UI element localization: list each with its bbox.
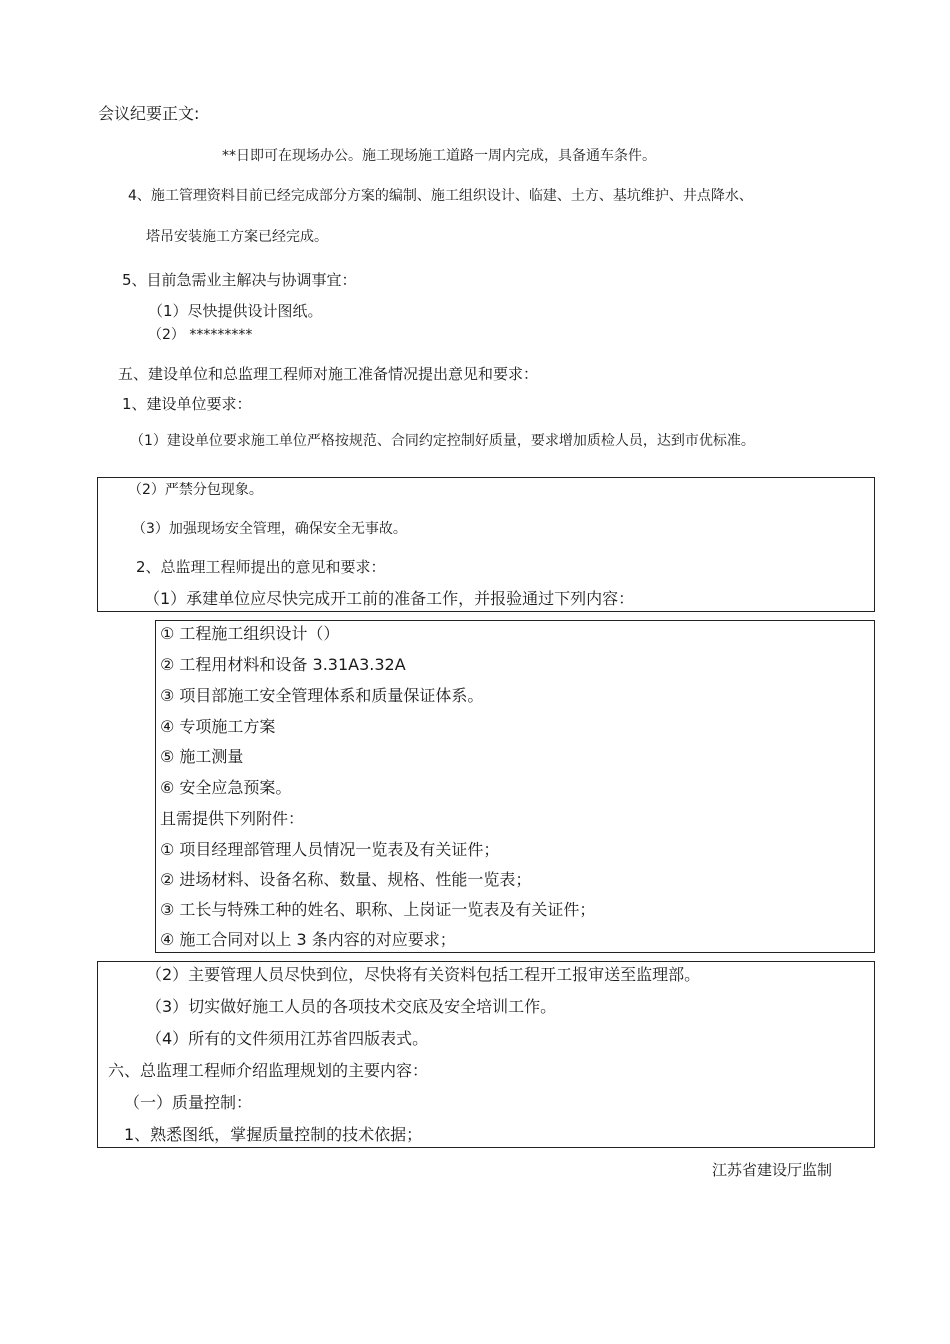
attachments-heading: 且需提供下列附件：: [160, 809, 305, 828]
attachment-item: ④ 施工合同对以上 3 条内容的对应要求；: [160, 930, 456, 949]
section-5-sup-3: （3）切实做好施工人员的各项技术交底及安全培训工作。: [146, 997, 557, 1016]
intro-line-5: 5、目前急需业主解决与协调事宜：: [122, 271, 357, 289]
section-6-sub-1: （一）质量控制：: [124, 1093, 253, 1112]
section-6-item-1: 1、熟悉图纸，掌握质量控制的技术依据；: [124, 1125, 423, 1144]
section-5-sup-1: （1）承建单位应尽快完成开工前的准备工作，并报验通过下列内容：: [144, 589, 635, 608]
section-5-req-3: （3）加强现场安全管理，确保安全无事故。: [132, 521, 407, 537]
section-5-req-2: （2）严禁分包现象。: [128, 482, 263, 498]
section-5-sup-4: （4）所有的文件须用江苏省四版表式。: [146, 1029, 429, 1048]
intro-line-1: **日即可在现场办公。施工现场施工道路一周内完成，具备通车条件。: [222, 148, 656, 164]
checklist-item: ④ 专项施工方案: [160, 717, 276, 736]
checklist-item: ⑤ 施工测量: [160, 747, 244, 766]
checklist-item: ① 工程施工组织设计（）: [160, 624, 340, 643]
intro-line-4b: 塔吊安装施工方案已经完成。: [146, 229, 328, 245]
document-title: 会议纪要正文:: [98, 104, 200, 123]
checklist-item: ③ 项目部施工安全管理体系和质量保证体系。: [160, 686, 484, 705]
section-5-sup-2: （2）主要管理人员尽快到位，尽快将有关资料包括工程开工报审送至监理部。: [146, 965, 701, 984]
intro-line-4a: 4、施工管理资料目前已经完成部分方案的编制、施工组织设计、临建、土方、基坑维护、井点降水、: [128, 188, 753, 204]
section-6-box: [97, 961, 875, 1148]
section-5-sub-2: 2、总监理工程师提出的意见和要求：: [136, 558, 386, 576]
checklist-item: ② 工程用材料和设备 3.31A3.32A: [160, 655, 406, 674]
attachment-item: ② 进场材料、设备名称、数量、规格、性能一览表；: [160, 870, 532, 889]
attachment-item: ① 项目经理部管理人员情况一览表及有关证件；: [160, 840, 500, 859]
footer-supervisor: 江苏省建设厅监制: [712, 1161, 833, 1179]
section-5-sub-1: 1、建设单位要求：: [122, 395, 252, 413]
section-6-heading: 六、总监理工程师介绍监理规划的主要内容：: [108, 1061, 429, 1080]
intro-item-5-1: （1）尽快提供设计图纸。: [148, 302, 323, 320]
section-5-heading: 五、建设单位和总监理工程师对施工准备情况提出意见和要求：: [118, 365, 539, 383]
attachment-item: ③ 工长与特殊工种的姓名、职称、上岗证一览表及有关证件；: [160, 900, 596, 919]
checklist-item: ⑥ 安全应急预案。: [160, 778, 292, 797]
intro-item-5-2: （2） *********: [148, 327, 253, 343]
section-5-box-1: [97, 477, 875, 612]
checklist-box: [155, 620, 875, 953]
section-5-req-1: （1）建设单位要求施工单位严格按规范、合同约定控制好质量，要求增加质检人员，达到市优标准。: [130, 433, 755, 449]
